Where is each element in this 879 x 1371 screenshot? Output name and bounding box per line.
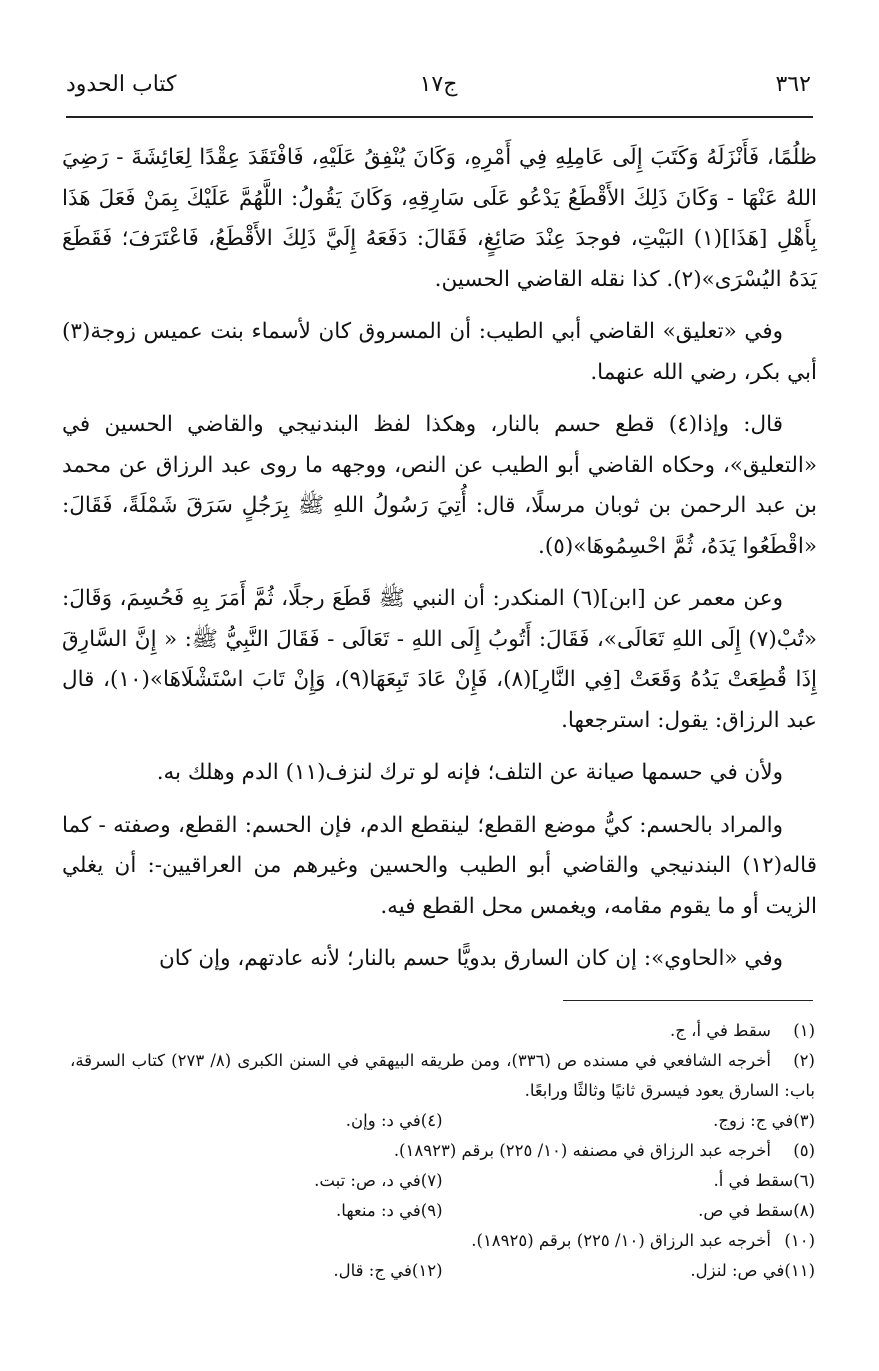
- footnote: (١١)في ص: لنزل.: [690, 1261, 815, 1280]
- footnote: (١٢)في ج: قال.: [333, 1261, 443, 1280]
- footnotes: [70, 1016, 815, 1286]
- paragraph: ظلُمًا، فَأَنْزَلَهُ وَكَتَبَ إِلَى عَامِلِهِ فِي أَمْرِهِ، وَكَانَ يُنْفِقُ عَلَيْهِ، فَافْتَقَدَ عِقْدًا لِعَائِشَةَ - رَضِيَ اللهُ عَنْهَا - وَكَانَ ذَلِكَ الأَقْطَعُ يَدْعُو عَلَى سَارِقِهِ، وَكَانَ يَقُولُ: اللَّهُمَّ عَلَيْكَ بِمَنْ فَعَلَ هَذَا بِأَهْلِ [هَذَا](١) البَيْتِ، فوجدَ عِنْدَ صَائِغٍ، فَقَالَ: دَفَعَهُ إِلَيَّ ذَلِكَ الأَقْطَعُ، فَاعْتَرَفَ؛ فَقَطَعَ يَدَهُ اليُسْرَى»(٢). كذا نقله القاضي الحسين.: [62, 145, 817, 292]
- footnote: (٤)في د: وإن.: [345, 1111, 443, 1130]
- footnote-rule: [563, 1000, 813, 1001]
- footnote: (٦)سقط في أ.: [713, 1171, 815, 1190]
- footnote: (٨)سقط في ص.: [698, 1201, 815, 1220]
- paragraph: وفي «تعليق» القاضي أبي الطيب: أن المسروق كان لأسماء بنت عميس زوجة(٣) أبي بكر، رضي الله عنهما.: [62, 319, 817, 385]
- header-rule: [66, 116, 813, 118]
- page-number: ٣٦٢: [775, 72, 811, 97]
- running-header: [66, 72, 811, 104]
- footnote: (١)سقط في أ، ج.: [669, 1021, 815, 1040]
- paragraph: قال: وإذا(٤) قطع حسم بالنار، وهكذا لفظ البندنيجي والقاضي الحسين في «التعليق»، وحكاه القاضي أبو الطيب عن النص، ووجهه ما روى عبد الرزاق عن محمد بن عبد الرحمن بن ثوبان مرسلًا، قال: أُتِيَ رَسُولُ اللهِ ﷺ بِرَجُلٍ سَرَقَ شَمْلَةً، فَقَالَ: «اقْطَعُوا يَدَهُ، ثُمَّ احْسِمُوهَا»(٥).: [62, 412, 817, 559]
- footnote: (٧)في د، ص: تبت.: [314, 1171, 443, 1190]
- footnote-pair: [70, 1166, 815, 1196]
- footnote-pair: [70, 1256, 815, 1286]
- paragraph: ولأن في حسمها صيانة عن التلف؛ فإنه لو ترك لنزف(١١) الدم وهلك به.: [156, 760, 783, 785]
- volume-number: ج١٧: [419, 72, 458, 97]
- footnote: (٢)أخرجه الشافعي في مسنده ص (٣٣٦)، ومن طريقه البيهقي في السنن الكبرى (٨/ ٢٧٣) كتاب السرقة، باب: السارق يعود فيسرق ثانيًا وثالثًا ورابعًا.: [70, 1051, 815, 1100]
- footnote-pair: [70, 1196, 815, 1226]
- footnote: (١٠)أخرجه عبد الرزاق (١٠/ ٢٢٥) برقم (١٨٩٢٥).: [471, 1231, 815, 1250]
- main-text: [62, 138, 817, 980]
- paragraph: وعن معمر عن [ابن](٦) المنكدر: أن النبي ﷺ قَطَعَ رجلًا، ثُمَّ أَمَرَ بِهِ فَحُسِمَ، وَقَالَ: «تُبْ(٧) إِلَى اللهِ تَعَالَى»، فَقَالَ: أَتُوبُ إِلَى اللهِ - تَعَالَى - فَقَالَ النَّبِيُّ ﷺ: « إِنَّ السَّارِقَ إِذَا قُطِعَتْ يَدُهُ وَقَعَتْ [فِي النَّارِ](٨)، فَإِنْ عَادَ تَبِعَهَا(٩)، وَإِنْ تَابَ اسْتَشْلَاهَا»(١٠)، قال عبد الرزاق: يقول: استرجعها.: [62, 586, 817, 733]
- book-title: كتاب الحدود: [66, 72, 177, 97]
- footnote-pair: [70, 1106, 815, 1136]
- footnote: (٩)في د: منعها.: [336, 1201, 443, 1220]
- paragraph: وفي «الحاوي»: إن كان السارق بدويًّا حسم بالنار؛ لأنه عادتهم، وإن كان: [158, 946, 783, 971]
- paragraph: والمراد بالحسم: كيُّ موضع القطع؛ لينقطع الدم، فإن الحسم: القطع، وصفته - كما قاله(١٢) البندنيجي والقاضي أبو الطيب والحسين وغيرهم من العراقيين-: أن يغلي الزيت أو ما يقوم مقامه، ويغمس محل القطع فيه.: [62, 812, 817, 919]
- footnote: (٣)في ج: زوج.: [713, 1111, 815, 1130]
- footnote: (٥)أخرجه عبد الرزاق في مصنفه (١٠/ ٢٢٥) برقم (١٨٩٢٣).: [393, 1141, 815, 1160]
